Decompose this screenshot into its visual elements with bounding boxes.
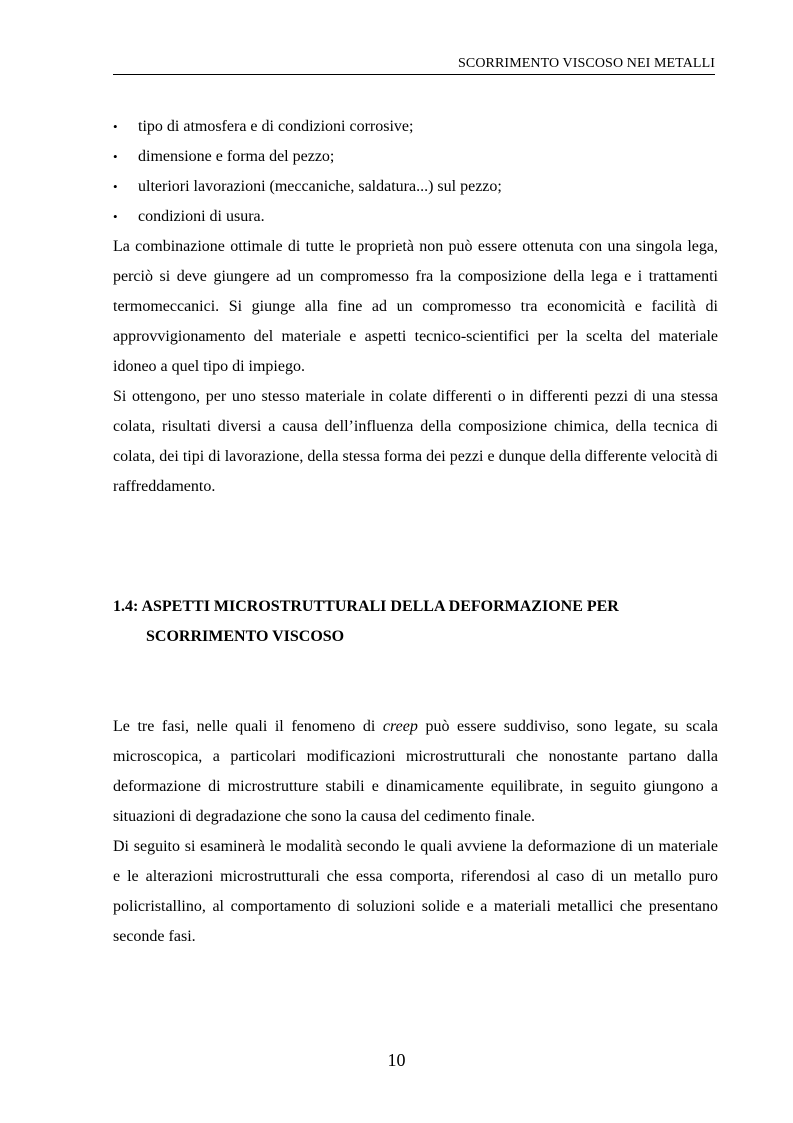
bullet-list [113, 112, 718, 232]
section-heading [113, 592, 718, 652]
section-title-line1: ASPETTI MICROSTRUTTURALI DELLA DEFORMAZIONE PER [141, 598, 619, 615]
running-header-title: SCORRIMENTO VISCOSO NEI METALLI [458, 56, 715, 71]
list-item [113, 172, 718, 202]
bullet-icon: • [113, 179, 118, 194]
header-rule [113, 74, 715, 75]
list-item [113, 112, 718, 142]
paragraph-deformation-modes: Di seguito si esaminerà le modalità secondo le quali avviene la deformazione di un materiale e le alterazioni microstrutturali che essa comporta, riferendosi al caso di un metallo puro policristallino, al comportamento di soluzioni solide e a materiali metallici che presentano seconde fasi. [113, 838, 718, 945]
section-number: 1.4: [113, 598, 139, 615]
paragraph-creep-text-start: Le tre fasi, nelle quali il fenomeno di [113, 718, 383, 735]
paragraph-results: Si ottengono, per uno stesso materiale in colate differenti o in differenti pezzi di una stessa colata, risultati diversi a causa dell’influenza della composizione chimica, della tecnica di colata, dei tipi di lavorazione, della stessa forma dei pezzi e dunque della differente velocità di raffreddamento. [113, 388, 718, 495]
creep-term: creep [382, 718, 418, 735]
page-number: 10 [387, 1050, 406, 1070]
bullet-icon: • [113, 149, 118, 164]
bullet-icon: • [113, 119, 118, 134]
list-item-text: dimensione e forma del pezzo; [138, 148, 335, 165]
paragraph-combination: La combinazione ottimale di tutte le proprietà non può essere ottenuta con una singola lega, perciò si deve giungere ad un compromesso fra la composizione della lega e i trattamenti termomeccanici. Si giunge alla fine ad un compromesso tra economicità e facilità di approvvigionamento del materiale e aspetti tecnico-scientifici per la scelta del materiale idoneo a quel tipo di impiego. [113, 238, 718, 375]
section-title-line2: SCORRIMENTO VISCOSO [146, 628, 345, 645]
list-item-text: tipo di atmosfera e di condizioni corrosive; [138, 118, 414, 135]
page-content [113, 112, 718, 952]
paragraph-creep-text-end: può essere suddiviso, sono legate, su scala microscopica, a particolari modificazioni microstrutturali che nonostante partano dalla deformazione di microstrutture stabili e dinamicamente equilibrate, in seguito giungono a situazioni di degradazione che sono la causa del cedimento finale. [113, 718, 718, 825]
list-item-text: ulteriori lavorazioni (meccaniche, saldatura...) sul pezzo; [138, 178, 502, 195]
list-item-text: condizioni di usura. [138, 208, 265, 225]
paragraph-creep-phases [113, 712, 718, 832]
bullet-icon: • [113, 209, 118, 224]
list-item [113, 202, 718, 232]
list-item [113, 142, 718, 172]
section-body [113, 712, 718, 952]
